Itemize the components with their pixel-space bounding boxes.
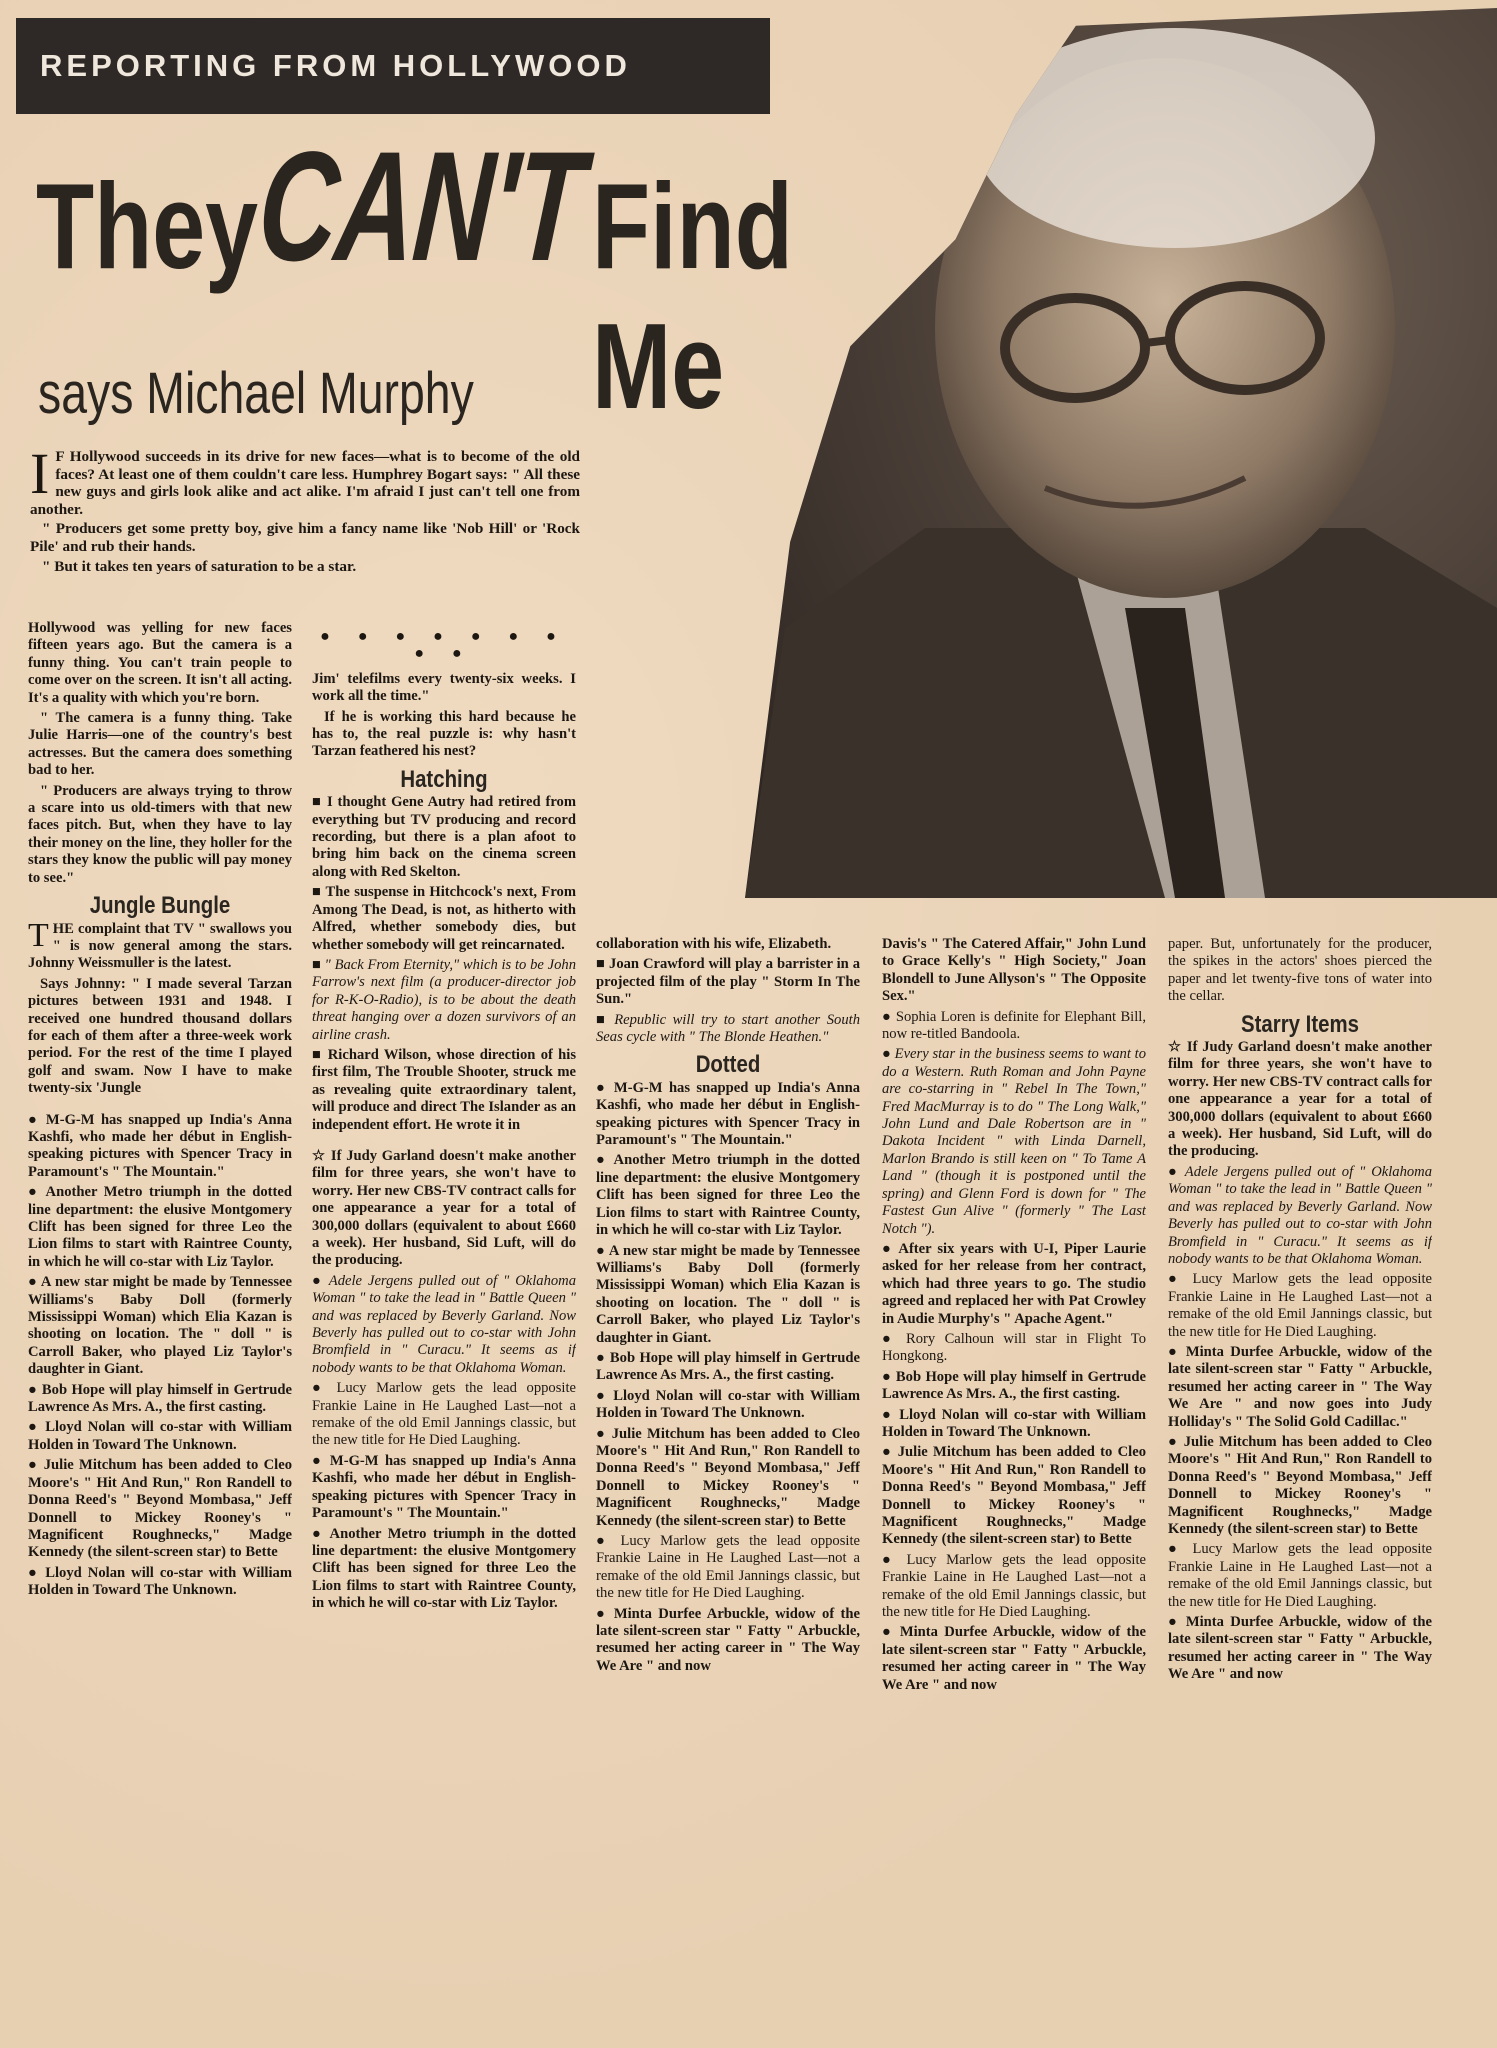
col1-paragraph: Says Johnny: " I made several Tarzan pictures between 1931 and 1948. I received one hundred thousand dollars for each of them after a three-week work period. For the rest of the time I played golf and swam. Now I have to make twenty-six 'Jungle xyxy=(28,975,292,1097)
news-item: ● Rory Calhoun will star in Flight To Hongkong. xyxy=(882,1330,1146,1365)
column-4 xyxy=(882,936,1146,2032)
news-item: ● Lucy Marlow gets the lead opposite Frankie Laine in He Laughed Last—not a remake of the old Emil Jannings classic, but the new title for He Died Laughing. xyxy=(1168,1541,1432,1610)
news-item: ● Every star in the business seems to want to do a Western. Ruth Roman and John Payne are co-starring in " Rebel In The Town," Fred MacMurray is to do " The Long Walk," John Lund and Dale Robertson are in " Dakota Incident " with Linda Darnell, Marlon Brando is still keen on " To Tame A Land " (though it is postponed until the spring) and Glenn Ford is down for " The Fastest Gun Alive " (formerly " The Last Notch "). xyxy=(882,1046,1146,1237)
col1-paragraph: " The camera is a funny thing. Take Julie Harris—one of the country's best actresses. But the camera does something bad to her. xyxy=(28,710,292,779)
headline-word-find-me: Find Me xyxy=(592,158,793,434)
news-item: ● Adele Jergens pulled out of " Oklahoma Woman " to take the lead in " Battle Queen " and was replaced by Beverly Garland. Now Beverly has pulled out to co-star with John Bromfield in " Curacu." It seems as if nobody wants to be that Oklahoma Woman. xyxy=(1168,1163,1432,1267)
column-5 xyxy=(1168,936,1432,2032)
news-item: ● Minta Durfee Arbuckle, widow of the late silent-screen star " Fatty " Arbuckle, resumed her acting career in " The Way We Are " and now xyxy=(882,1624,1146,1693)
news-item: ● A new star might be made by Tennessee Williams's Baby Doll (formerly Mississippi Woman) which Elia Kazan is shooting on location. The " doll " is Carroll Baker, who played Liz Taylor's daughter in Giant. xyxy=(28,1274,292,1378)
col1-paragraph: Hollywood was yelling for new faces fifteen years ago. But the camera is a funny thing. You can't train people to come over on the screen. It isn't all acting. It's a quality with which you're born. xyxy=(28,620,292,706)
drop-cap: I xyxy=(30,441,50,506)
news-item: ● Another Metro triumph in the dotted line department: the elusive Montgomery Clift has been signed for three Leo the Lion films to start with Raintree County, in which he will co-star with Liz Taylor. xyxy=(596,1152,860,1239)
news-item: ● Minta Durfee Arbuckle, widow of the late silent-screen star " Fatty " Arbuckle, resumed her acting career in " The Way We Are " and now xyxy=(596,1605,860,1674)
col2-paragraph: Jim' telefilms every twenty-six weeks. I work all the time." xyxy=(312,670,576,705)
news-item: ● Lloyd Nolan will co-star with William Holden in Toward The Unknown. xyxy=(28,1419,292,1453)
col5-paragraph: paper. But, unfortunately for the producer, the spikes in the actors' shoes pierced the paper and let twenty-five tons of water into the cellar. xyxy=(1168,936,1432,1005)
news-item: ● Lloyd Nolan will co-star with William Holden in Toward The Unknown. xyxy=(28,1564,292,1599)
news-item: ● Bob Hope will play himself in Gertrude Lawrence As Mrs. A., the first casting. xyxy=(596,1349,860,1384)
col1-paragraph: " Producers are always trying to throw a scare into us old-timers with that new faces pitch. But, when they have to lay their money on the line, they holler for the stars they know the public will pay money to see." xyxy=(28,782,292,886)
news-item: ● M-G-M has snapped up India's Anna Kashfi, who made her début in English-speaking pictures with Spencer Tracy in Paramount's " The Mountain." xyxy=(596,1079,860,1149)
news-item: ● Sophia Loren is definite for Elephant Bill, now re-titled Bandoola. xyxy=(882,1008,1146,1043)
headline-word-cant: CAN'T xyxy=(253,120,589,294)
news-item: ● A new star might be made by Tennessee Williams's Baby Doll (formerly Mississippi Woman) which Elia Kazan is shooting on location. The " doll " is Carroll Baker, who played Liz Taylor's daughter in Giant. xyxy=(596,1242,860,1346)
lead-paragraph-3: " But it takes ten years of saturation to be a star. xyxy=(42,557,357,575)
lead-paragraph-1 xyxy=(30,441,580,518)
news-item: ● Lloyd Nolan will co-star with William Holden in Toward The Unknown. xyxy=(882,1406,1146,1440)
drop-cap: T xyxy=(28,916,49,954)
news-item: ● Minta Durfee Arbuckle, widow of the late silent-screen star " Fatty " Arbuckle, resumed her acting career in " The Way We Are " and now xyxy=(1168,1614,1432,1683)
section-kicker: REPORTING FROM HOLLYWOOD xyxy=(16,18,770,114)
lead-text-1: F Hollywood succeeds in its drive for new faces—what is to become of the old faces? At least one of them couldn't care less. Humphrey Bogart says: " All these new guys and girls look alike and act alike. I'm afraid I just can't tell one from another. xyxy=(30,448,580,518)
subhead-starry-items: Starry Items xyxy=(1241,1010,1359,1038)
col2-paragraph: If he is working this hard because he has to, the real puzzle is: why hasn't Tarzan feathered his nest? xyxy=(312,708,576,760)
news-item: ■ Joan Crawford will play a barrister in a projected film of the play " Storm In The Sun." xyxy=(596,956,860,1008)
news-item: ● Lucy Marlow gets the lead opposite Frankie Laine in He Laughed Last—not a remake of the old Emil Jannings classic, but the new title for He Died Laughing. xyxy=(312,1380,576,1449)
news-item: ● Bob Hope will play himself in Gertrude Lawrence As Mrs. A., the first casting. xyxy=(882,1368,1146,1403)
lead-paragraph-2: " Producers get some pretty boy, give him a fancy name like 'Nob Hill' or 'Rock Pile' and rub their hands. xyxy=(30,520,580,555)
news-item: ■ Richard Wilson, whose direction of his first film, The Trouble Shooter, struck me as revealing quite extraordinary talent, will produce and direct The Islander as an independent effort. He wrote it in xyxy=(312,1046,576,1133)
col3-paragraph: collaboration with his wife, Elizabeth. xyxy=(596,936,832,952)
subhead-hatching: Hatching xyxy=(400,765,488,793)
news-item: ■ The suspense in Hitchcock's next, From Among The Dead, is not, as hitherto with Alfred, whether somebody dies, but whether somebody will get reincarnated. xyxy=(312,884,576,953)
news-item: ■ I thought Gene Autry had retired from everything but TV producing and record recording, but there is a plan afoot to bring him back on the cinema screen along with Red Skelton. xyxy=(312,794,576,880)
news-item: ● Julie Mitchum has been added to Cleo Moore's " Hit And Run," Ron Randell to Donna Reed's " Beyond Mombasa," Jeff Donnell to Mickey Rooney's " Magnificent Roughnecks," Madge Kennedy (the silent-screen star) to Bette xyxy=(882,1444,1146,1548)
news-item: ☆ If Judy Garland doesn't make another film for three years, she won't have to worry. Her new CBS-TV contract calls for one appearance a year for a total of 300,000 dollars (equivalent to about £660 a week). Her husband, Sid Luft, will do the producing. xyxy=(1168,1039,1432,1160)
news-item: ● After six years with U-I, Piper Laurie asked for her release from her contract, which had three years to go. The studio agreed and replaced her with Pat Crowley in Audie Murphy's " Apache Agent." xyxy=(882,1240,1146,1327)
news-item: ● Another Metro triumph in the dotted line department: the elusive Montgomery Clift has been signed for three Leo the Lion films to start with Raintree County, in which he will co-star with Liz Taylor. xyxy=(312,1525,576,1612)
subhead-jungle-bungle: Jungle Bungle xyxy=(89,892,231,920)
col1-text: HE complaint that TV " swallows you " is now general among the stars. Johnny Weissmuller is the latest. xyxy=(28,920,292,972)
byline: says Michael Murphy xyxy=(38,361,474,426)
col1-paragraph xyxy=(28,916,292,973)
news-item: ■ " Back From Eternity," which is to be John Farrow's next film (a producer-director job for R-K-O-Radio), is to be about the death threat hanging over a dozen survivors of an airline crash. xyxy=(312,956,576,1043)
headline-word-they: They xyxy=(36,158,259,294)
news-item: ■ Republic will try to start another South Seas cycle with " The Blonde Heathen." xyxy=(596,1011,860,1046)
news-item: ● M-G-M has snapped up India's Anna Kashfi, who made her début in English-speaking pictures with Spencer Tracy in Paramount's " The Mountain." xyxy=(312,1452,576,1522)
news-item: ● Julie Mitchum has been added to Cleo Moore's " Hit And Run," Ron Randell to Donna Reed's " Beyond Mombasa," Jeff Donnell to Mickey Rooney's " Magnificent Roughnecks," Madge Kennedy (the silent-screen star) to Bette xyxy=(596,1425,860,1529)
news-item: ● Adele Jergens pulled out of " Oklahoma Woman " to take the lead in " Battle Queen " and was replaced by Beverly Garland. Now Beverly has pulled out to co-star with John Bromfield in " Curacu." It seems as if nobody wants to be that Oklahoma Woman. xyxy=(312,1272,576,1376)
subhead-dotted: Dotted xyxy=(695,1051,761,1079)
news-item: ● M-G-M has snapped up India's Anna Kashfi, who made her début in English-speaking pictures with Spencer Tracy in Paramount's " The Mountain." xyxy=(28,1111,292,1180)
news-item: ● Lucy Marlow gets the lead opposite Frankie Laine in He Laughed Last—not a remake of the old Emil Jannings classic, but the new title for He Died Laughing. xyxy=(596,1533,860,1602)
news-item: ● Bob Hope will play himself in Gertrude Lawrence As Mrs. A., the first casting. xyxy=(28,1381,292,1416)
news-item: ☆ If Judy Garland doesn't make another film for three years, she won't have to worry. Her new CBS-TV contract calls for one appearance a year for a total of 300,000 dollars (equivalent to about £660 a week). Her husband, Sid Luft, will do the producing. xyxy=(312,1147,576,1269)
column-3 xyxy=(596,936,860,2032)
column-1 xyxy=(28,620,292,2032)
lead-paragraphs xyxy=(30,441,580,577)
column-2 xyxy=(312,620,576,2032)
dot-divider: ● ● ● ● ● ● ● ● ● xyxy=(320,628,568,663)
news-item: ● Another Metro triumph in the dotted line department: the elusive Montgomery Clift has been signed for three Leo the Lion films to start with Raintree County, in which he will co-star with Liz Taylor. xyxy=(28,1184,292,1270)
news-item: ● Julie Mitchum has been added to Cleo Moore's " Hit And Run," Ron Randell to Donna Reed's " Beyond Mombasa," Jeff Donnell to Mickey Rooney's " Magnificent Roughnecks," Madge Kennedy (the silent-screen star) to Bette xyxy=(28,1457,292,1561)
news-item: ● Lucy Marlow gets the lead opposite Frankie Laine in He Laughed Last—not a remake of the old Emil Jannings classic, but the new title for He Died Laughing. xyxy=(882,1551,1146,1621)
news-item: ● Lloyd Nolan will co-star with William Holden in Toward The Unknown. xyxy=(596,1387,860,1422)
news-item: ● Lucy Marlow gets the lead opposite Frankie Laine in He Laughed Last—not a remake of the old Emil Jannings classic, but the new title for He Died Laughing. xyxy=(1168,1271,1432,1340)
news-item: ● Minta Durfee Arbuckle, widow of the late silent-screen star " Fatty " Arbuckle, resumed her acting career in " The Way We Are " and now goes into Judy Holliday's " The Solid Gold Cadillac." xyxy=(1168,1343,1432,1430)
col4-paragraph: Davis's " The Catered Affair," John Lund to Grace Kelly's " High Society," Joan Blondell to June Allyson's " The Opposite Sex." xyxy=(882,936,1146,1005)
news-item: ● Julie Mitchum has been added to Cleo Moore's " Hit And Run," Ron Randell to Donna Reed's " Beyond Mombasa," Jeff Donnell to Mickey Rooney's " Magnificent Roughnecks," Madge Kennedy (the silent-screen star) to Bette xyxy=(1168,1433,1432,1537)
